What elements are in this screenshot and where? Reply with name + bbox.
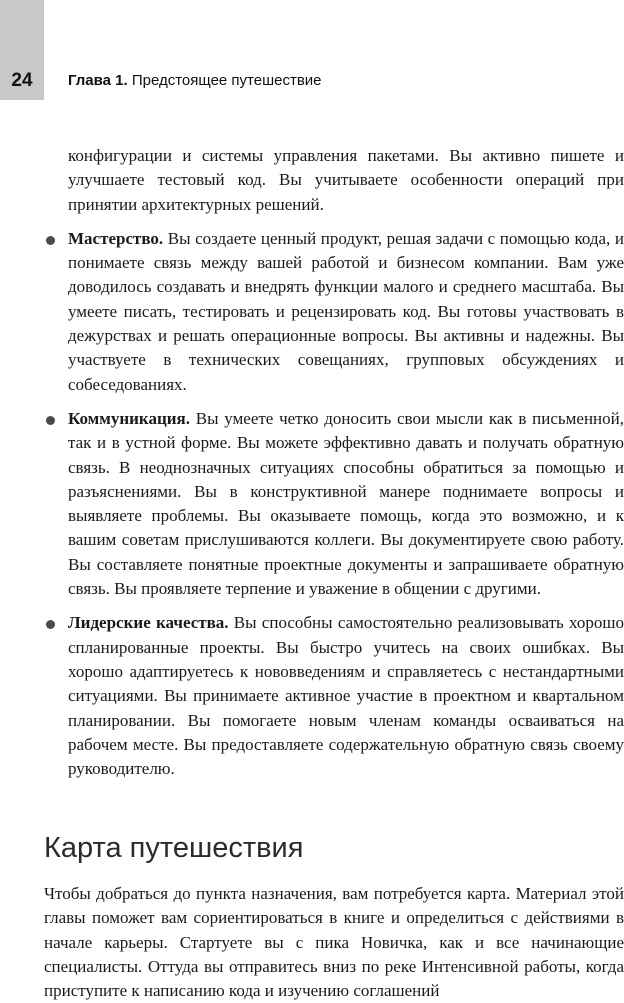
bullet-text: Вы способны самостоятельно реализовывать хорошо спланированные проекты. Вы быстро учитесь на своих ошибках. Вы хорошо адаптируетесь к нововведениям и справляетесь с нестандартными ситуациями. Вы принимаете активное участие в проектном и квартальном планировании. Вы помогаете новым членам команды осваиваться на рабочем месте. Вы предоставляете содержательную обратную связь своему руководителю. <box>68 613 624 779</box>
page-number: 24 <box>11 70 33 91</box>
section-paragraph: Чтобы добраться до пункта назначения, вам потребуется карта. Материал этой главы поможет вам сориентироваться в книге и определиться с действиями в начале карьеры. Стартуете вы с пика Новичка, как и все начинающие специалисты. Оттуда вы отправитесь вниз по реке Интенсивной работы, когда приступите к написанию кода и изучению соглашений <box>44 884 624 1001</box>
bullet-term: Лидерские качества. <box>68 613 229 633</box>
bullet-icon <box>46 620 55 629</box>
bullet-item <box>68 611 624 781</box>
bullet-icon <box>46 236 55 245</box>
body-text <box>68 144 624 781</box>
running-head <box>68 72 322 89</box>
section-heading: Карта путешествия <box>44 832 304 864</box>
continuation-paragraph: конфигурации и системы управления пакетами. Вы активно пишете и улучшаете тестовый код. Вы учитываете особенности операций при принятии архитектурных решений. <box>68 146 624 214</box>
bullet-term: Коммуникация. <box>68 408 190 428</box>
bullet-text: Вы умеете четко доносить свои мысли как в письменной, так и в устной форме. Вы можете эффективно давать и получать обратную связь. В неоднозначных ситуациях способны обратиться за помощью и разъяснениями. Вы в конструктивной манере поднимаете вопросы и выявляете проблемы. Вы оказываете помощь, когда это возможно, и к вашим советам прислушиваются коллеги. Вы документируете свою работу. Вы составляете понятные проектные документы и запрашиваете обратную связь. Вы проявляете терпение и уважение в общении с другими. <box>68 408 624 599</box>
bullet-item <box>68 407 624 601</box>
bullet-paragraph <box>68 611 624 781</box>
running-head-title: Предстоящее путешествие <box>131 72 322 89</box>
running-head-chapter: Глава 1. <box>68 72 128 89</box>
bullet-paragraph <box>68 227 624 397</box>
bullet-text: Вы создаете ценный продукт, решая задачи с помощью кода, и понимаете связь между вашей работой и бизнесом компании. Вам уже доводилось создавать и внедрять функции малого и среднего масштаба. Вы умеете писать, тестировать и рецензировать код. Вы готовы участвовать в дежурствах и решать операционные вопросы. Вы активны и надежны. Вы участвуете в технических совещаниях, групповых обсуждениях и собеседованиях. <box>68 228 624 394</box>
bullet-icon <box>46 416 55 425</box>
bullet-paragraph <box>68 407 624 601</box>
bullet-term: Мастерство. <box>68 228 164 248</box>
section-body <box>44 882 624 1003</box>
bullet-item <box>68 227 624 397</box>
